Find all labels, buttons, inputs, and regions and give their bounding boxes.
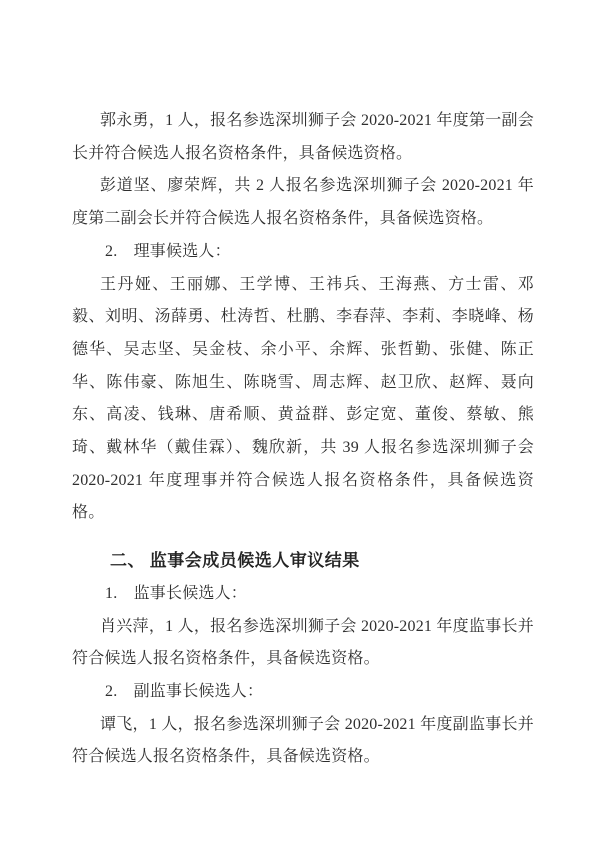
paragraph-director-candidates-result: 王丹娅、王丽娜、王学博、王祎兵、王海燕、方士雷、邓毅、刘明、汤薛勇、杜涛哲、杜鹏、李春萍、李莉、李晓峰、杨德华、吴志坚、吴金枝、余小平、余辉、张哲勤、张健、陈正华、陈伟豪、陈旭生、陈晓雪、周志辉、赵卫欣、赵辉、聂向东、高凌、钱琳、唐希顺、黄益群、彭定宽、董俊、蔡敏、熊琦、戴林华（戴佳霖）、魏欣新，共 39 人报名参选深圳狮子会 2020-2021 年度理事并符合候选人报名资格条件，具备候选资格。 [72,275,534,522]
list-item-chief-supervisor-candidates: 1. 监事长候选人： [105,584,248,602]
list-item-deputy-chief-supervisor-candidates: 2. 副监事长候选人： [105,682,264,700]
paragraph-deputy-chief-supervisor-result: 谭飞，1 人，报名参选深圳狮子会 2020-2021 年度副监事长并符合候选人报名资格条件，具备候选资格。 [72,715,534,766]
paragraph-second-vice-president-result: 彭道坚、廖荣辉，共 2 人报名参选深圳狮子会 2020-2021 年度第二副会长并符合候选人报名资格条件，具备候选资格。 [72,177,534,228]
paragraph-chief-supervisor-result: 肖兴萍，1 人，报名参选深圳狮子会 2020-2021 年度监事长并符合候选人报名资格条件，具备候选资格。 [72,617,534,668]
paragraph-first-vice-president-result: 郭永勇，1 人，报名参选深圳狮子会 2020-2021 年度第一副会长并符合候选人报名资格条件，具备候选资格。 [72,112,534,162]
heading-supervisory-board-review-results: 二、 监事会成员候选人审议结果 [110,551,360,571]
list-item-director-candidates: 2. 理事候选人： [105,242,231,260]
